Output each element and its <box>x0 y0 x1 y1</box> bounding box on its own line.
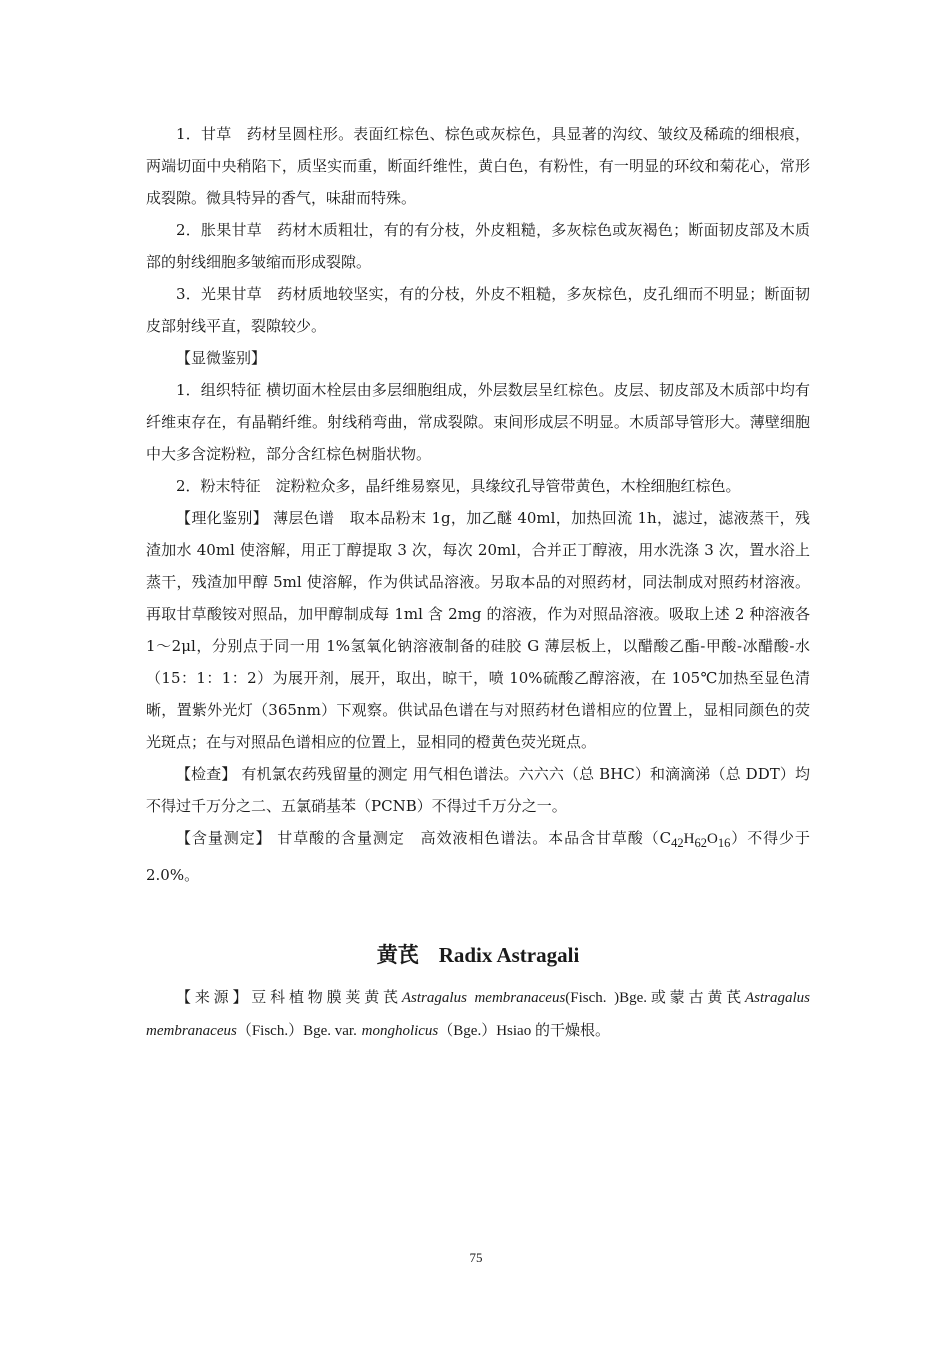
paragraph-licorice: 1．甘草 药材呈圆柱形。表面红棕色、棕色或灰棕色，具显著的沟纹、皱纹及稀疏的细根痕，两端切面中央稍陷下，质坚实而重，断面纤维性，黄白色，有粉性，有一明显的环纹和菊花心，常形成裂隙。微具特异的香气，味甜而特殊。 <box>146 125 810 207</box>
assay-text-end: ）不得少于 2.0%。 <box>146 829 810 884</box>
section-title <box>146 939 810 971</box>
paragraph-smooth-licorice: 3．光果甘草 药材质地较坚实，有的分枝，外皮不粗糙，多灰棕色，皮孔细而不明显；断面韧皮部射线平直，裂隙较少。 <box>146 285 810 335</box>
formula-sub-c: 42 <box>671 836 684 850</box>
formula-sub-h: 62 <box>694 836 707 850</box>
paragraph-content-assay <box>146 822 810 891</box>
assay-text-start: 【含量测定】 甘草酸的含量测定 高效液相色谱法。本品含甘草酸（C <box>176 829 672 847</box>
formula-h: H <box>683 831 695 847</box>
heading-microscopic-identification: 【显微鉴别】 <box>176 349 267 367</box>
species-name-2: Astragalus membranaceus <box>146 990 810 1039</box>
paragraph-tissue-features: 1．组织特征 横切面木栓层由多层细胞组成，外层数层呈红棕色。皮层、韧皮部及木质部中均有纤维束存在，有晶鞘纤维。射线稍弯曲，常成裂隙。束间形成层不明显。木质部导管形大。薄壁细胞中大多含淀粉粒，部分含红棕色树脂状物。 <box>146 381 810 463</box>
formula-o: O <box>706 831 718 847</box>
paragraph-inspection: 【检查】 有机氯农药残留量的测定 用气相色谱法。六六六（总 BHC）和滴滴涕（总 DDT）均不得过千万分之二、五氯硝基苯（PCNB）不得过千万分之一。 <box>146 765 810 815</box>
section-title-chinese: 黄芪 <box>376 942 419 967</box>
source-text-2: (Fisch. )Bge.或蒙古黄芪 <box>565 990 745 1006</box>
species-name-1: Astragalus membranaceus <box>401 990 566 1006</box>
paragraph-source <box>146 981 810 1047</box>
source-text-3: （Fisch.）Bge. var. <box>236 1023 357 1039</box>
paragraph-powder-features: 2．粉末特征 淀粉粒众多，晶纤维易察见，具缘纹孔导管带黄色，木栓细胞红棕色。 <box>176 477 741 495</box>
paragraph-physicochemical-identification: 【理化鉴别】 薄层色谱 取本品粉末 1g，加乙醚 40ml，加热回流 1h，滤过，滤液蒸干，残渣加水 40ml 使溶解，用正丁醇提取 3 次，每次 20ml，合并正丁醇液，用水洗涤 3 次，置水浴上蒸干，残渣加甲醇 5ml 使溶解，作为供试品溶液。另取本品的对照药材，同法制成对照药材溶液。再取甘草酸铵对照品，加甲醇制成每 1ml 含 2mg 的溶液，作为对照品溶液。吸取上述 2 种溶液各 1～2μl，分别点于同一用 1%氢氧化钠溶液制备的硅胶 G 薄层板上，以醋酸乙酯-甲酸-冰醋酸-水（15：1：1：2）为展开剂，展开，取出，晾干，喷 10%硫酸乙醇溶液，在 105℃加热至显色清晰，置紫外光灯（365nm）下观察。供试品色谱在与对照药材色谱相应的位置上，显相同颜色的荧光斑点；在与对照品色谱相应的位置上，显相同的橙黄色荧光斑点。 <box>146 509 810 751</box>
source-text-4: （Bge.）Hsiao 的干燥根。 <box>438 1023 610 1039</box>
section-title-latin: Radix Astragali <box>438 943 580 967</box>
paragraph-inflated-licorice: 2．胀果甘草 药材木质粗壮，有的有分枝，外皮粗糙，多灰棕色或灰褐色；断面韧皮部及木质部的射线细胞多皱缩而形成裂隙。 <box>146 221 810 271</box>
source-text-1: 【来源】豆科植物膜荚黄芪 <box>176 988 402 1006</box>
page-number: 75 <box>469 1250 483 1265</box>
document-page <box>146 118 810 1047</box>
variety-name: mongholicus <box>361 1023 439 1039</box>
formula-sub-o: 16 <box>717 836 731 850</box>
